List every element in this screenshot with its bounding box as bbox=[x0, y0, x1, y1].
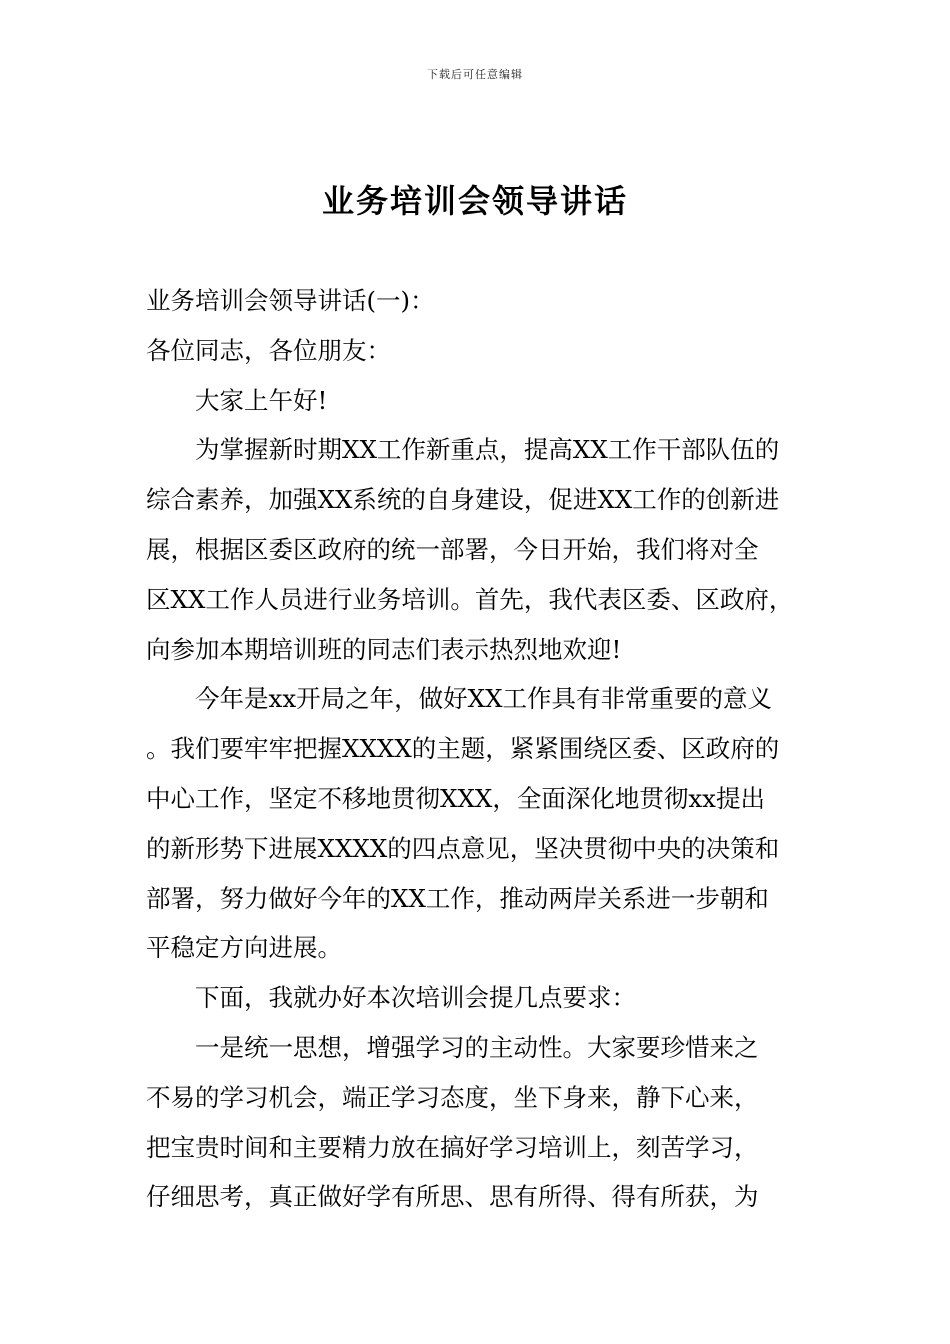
header-note: 下载后可任意编辑 bbox=[427, 68, 523, 81]
body-line: 一是统一思想，增强学习的主动性。大家要珍惜来之 bbox=[195, 1032, 759, 1062]
body-line: 仔细思考，真正做好学有所思、思有所得、得有所获，为 bbox=[146, 1182, 759, 1212]
body-line: 。我们要牢牢把握XXXX的主题，紧紧围绕区委、区政府的 bbox=[146, 734, 780, 764]
body-line: 中心工作，坚定不移地贯彻XXX，全面深化地贯彻xx提出 bbox=[146, 783, 765, 813]
body-line: 今年是xx开局之年，做好XX工作具有非常重要的意义 bbox=[195, 684, 773, 714]
body-line: 大家上午好! bbox=[195, 385, 328, 415]
document-body bbox=[146, 276, 812, 1222]
body-line: 部署，努力做好今年的XX工作，推动两岸关系进一步朝和 bbox=[146, 883, 769, 913]
body-line: 展，根据区委区政府的统一部署，今日开始，我们将对全 bbox=[146, 534, 759, 564]
body-line: 向参加本期培训班的同志们表示热烈地欢迎! bbox=[146, 634, 622, 664]
body-line: 不易的学习机会，端正学习态度，坐下身来，静下心来， bbox=[146, 1082, 759, 1112]
body-line: 的新形势下进展XXXX的四点意见，坚决贯彻中央的决策和 bbox=[146, 833, 780, 863]
body-line: 各位同志，各位朋友： bbox=[146, 335, 391, 365]
body-line: 下面，我就办好本次培训会提几点要求： bbox=[195, 983, 636, 1013]
body-line: 为掌握新时期XX工作新重点，提高XX工作干部队伍的 bbox=[195, 435, 780, 465]
body-line: 区XX工作人员进行业务培训。首先，我代表区委、区政府， bbox=[146, 584, 794, 614]
body-line: 平稳定方向进展。 bbox=[146, 933, 342, 963]
document-title: 业务培训会领导讲话 bbox=[321, 182, 628, 220]
body-line: 业务培训会领导讲话(一)： bbox=[146, 286, 435, 315]
body-line: 把宝贵时间和主要精力放在搞好学习培训上，刻苦学习， bbox=[146, 1132, 759, 1162]
body-line: 综合素养，加强XX系统的自身建设，促进XX工作的创新进 bbox=[146, 485, 780, 515]
